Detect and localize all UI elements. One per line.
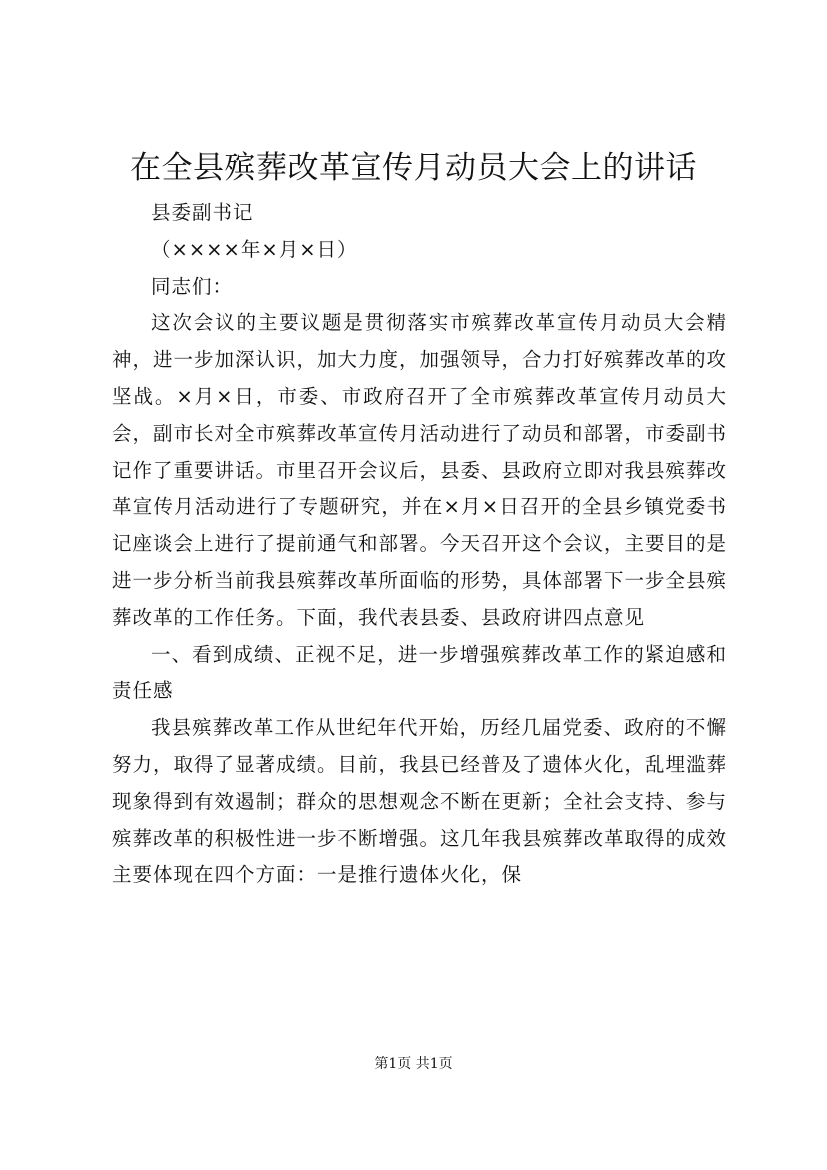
document-title: 在全县殡葬改革宣传月动员大会上的讲话 xyxy=(130,150,697,186)
page-number: 第1页 共1页 xyxy=(374,1056,453,1072)
paragraph: 我县殡葬改革工作从世纪年代开始，历经几届党委、政府的不懈努力，取得了显著成绩。目前，我县已经普及了遗体火化，乱埋滥葬现象得到有效遏制；群众的思想观念不断在更新；全社会支持、参与殡葬改革的积极性进一步不断增强。这几年我县殡葬改革取得的成效主要体现在四个方面：一是推行遗体火化，保 xyxy=(112,716,728,887)
section-heading: 一、看到成绩、正视不足，进一步增强殡葬改革工作的紧迫感和责任感 xyxy=(112,642,727,703)
paragraph: 这次会议的主要议题是贯彻落实市殡葬改革宣传月动员大会精神，进一步加深认识，加大力度，加强领导，合力打好殡葬改革的攻坚战。×月×日，市委、市政府召开了全市殡葬改革宣传月动员大会，副市长对全市殡葬改革宣传月活动进行了动员和部署，市委副书记作了重要讲话。市里召开会议后，县委、县政府立即对我县殡葬改革宣传月活动进行了专题研究，并在×月×日召开的全县乡镇党委书记座谈会上进行了提前通气和部署。今天召开这个会议，主要目的是进一步分析当前我县殡葬改革所面临的形势，具体部署下一步全县殡葬改革的工作任务。下面，我代表县委、县政府讲四点意见 xyxy=(112,311,728,629)
salutation: 同志们： xyxy=(151,274,234,298)
document-body xyxy=(112,195,727,894)
author-line: 县委副书记 xyxy=(151,201,254,224)
date-line: （××××年×月×日） xyxy=(151,237,358,261)
